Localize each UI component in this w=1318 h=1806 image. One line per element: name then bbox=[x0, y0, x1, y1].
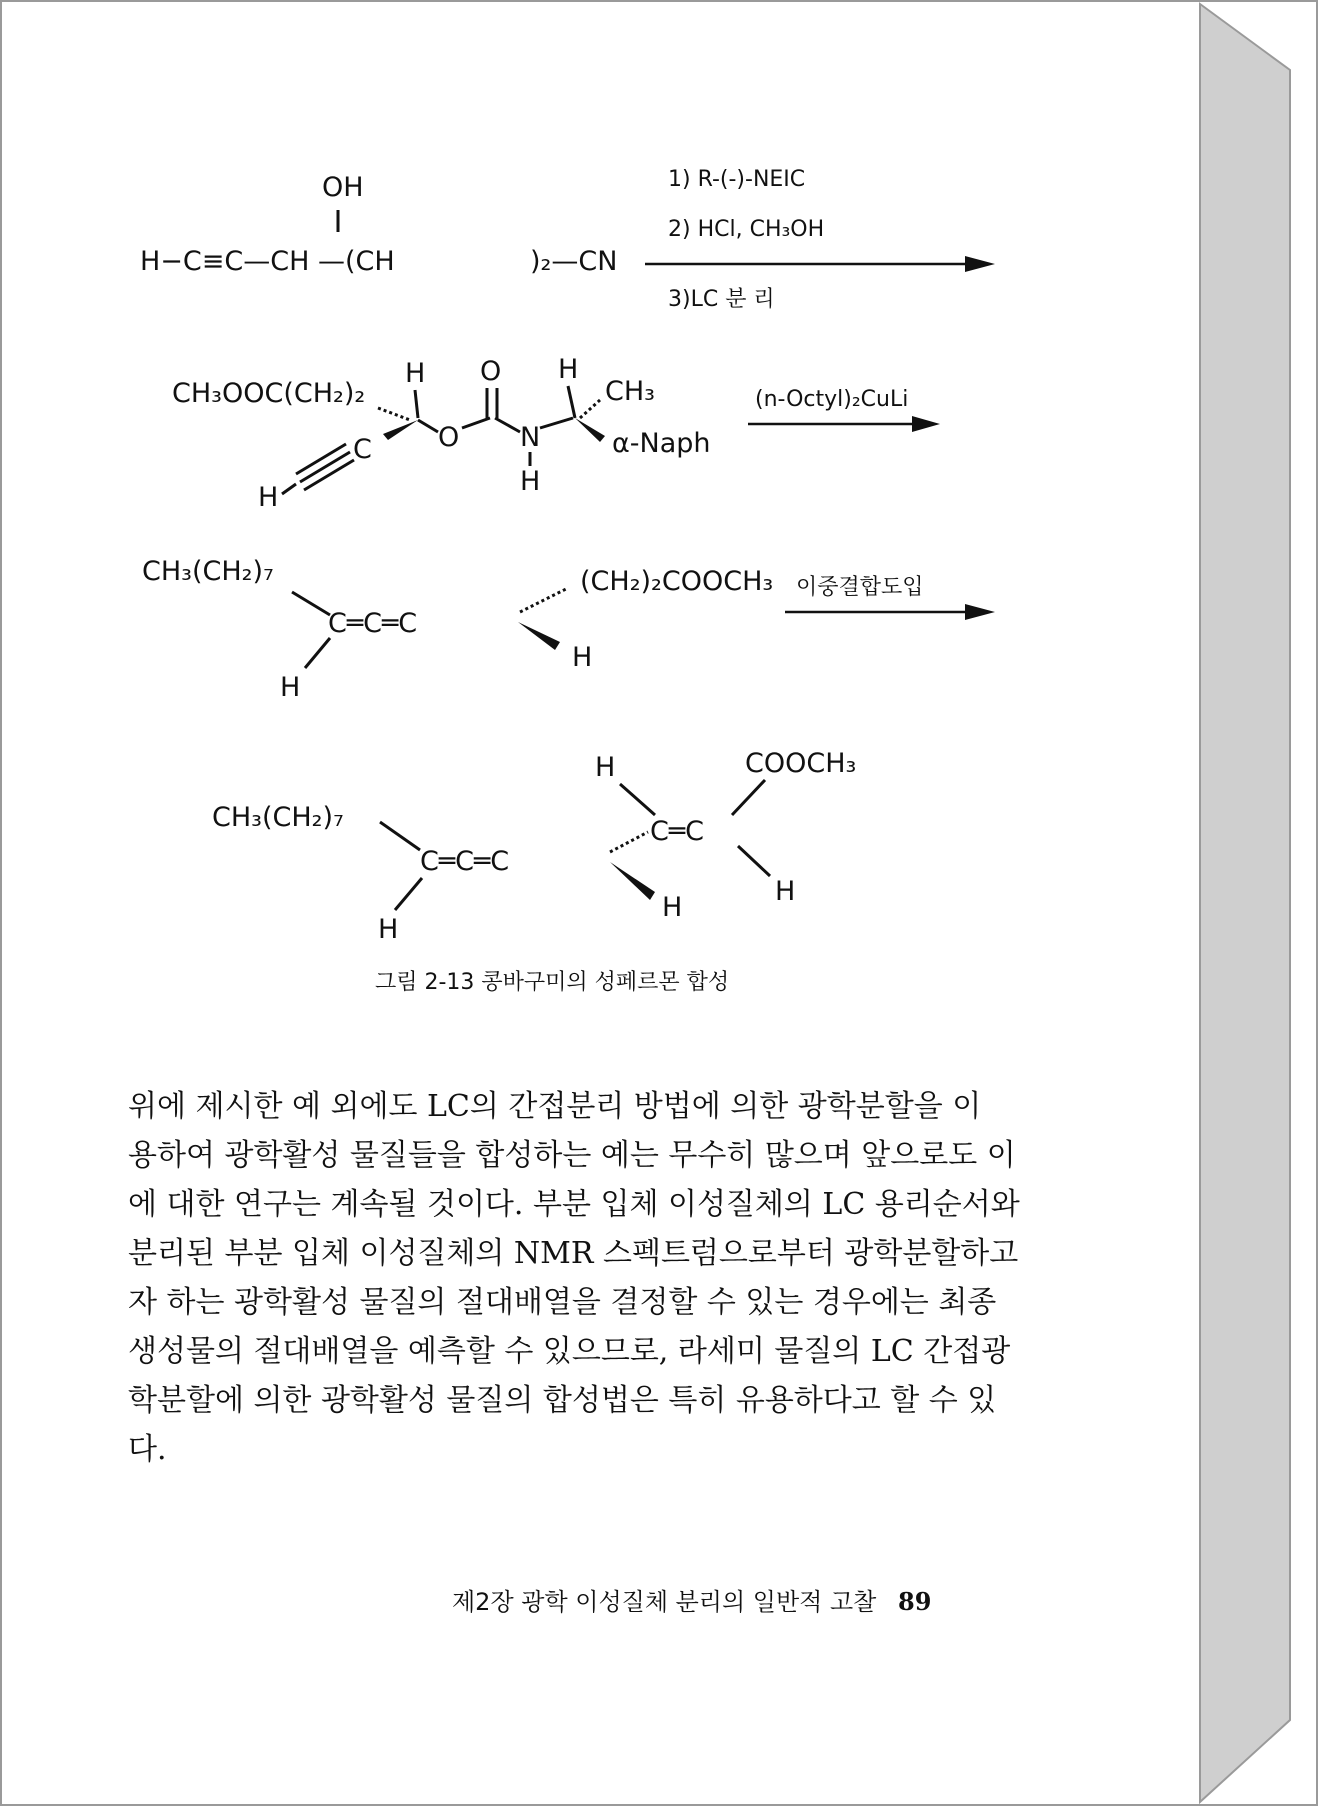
h-right-4: H bbox=[775, 876, 796, 907]
body-line: 생성물의 절대배열을 예측할 수 있으므로, 라세미 물질의 LC 간접광 bbox=[128, 1334, 1011, 1369]
body-paragraph bbox=[128, 1082, 1020, 1474]
h-left-3: H bbox=[280, 672, 301, 703]
allene-4: C═C═C bbox=[420, 846, 510, 877]
chapter-title: 제2장 광학 이성질체 분리의 일반적 고찰 bbox=[452, 1588, 877, 1616]
ch3-label: CH₃ bbox=[605, 376, 655, 407]
n-atom: N bbox=[520, 422, 541, 453]
o-ether: O bbox=[438, 422, 460, 453]
step1-right-formula: )₂—CN bbox=[530, 246, 618, 277]
body-line: 자 하는 광학활성 물질의 절대배열을 결정할 수 있는 경우에는 최종 bbox=[128, 1285, 997, 1320]
step1-left-formula: H−C≡C—CH —(CH bbox=[140, 246, 395, 277]
ester-3: (CH₂)₂COOCH₃ bbox=[580, 566, 774, 597]
oh-label: OH bbox=[322, 172, 364, 203]
body-line: 에 대한 연구는 계속될 것이다. 부분 입체 이성질체의 LC 용리순서와 bbox=[128, 1187, 1020, 1222]
step1-molecule bbox=[140, 167, 995, 312]
body-line: 학분할에 의한 광학활성 물질의 합성법은 특히 유용하다고 할 수 있 bbox=[128, 1383, 997, 1418]
octyl-chain-4: CH₃(CH₂)₇ bbox=[212, 802, 344, 833]
h-top-left: H bbox=[405, 358, 426, 389]
body-line: 위에 제시한 예 외에도 LC의 간접분리 방법에 의한 광학분할을 이 bbox=[128, 1089, 982, 1124]
h-left-4: H bbox=[378, 914, 399, 945]
body-line: 분리된 부분 입체 이성질체의 NMR 스펙트럼으로부터 광학분할하고 bbox=[128, 1236, 1019, 1271]
octyl-chain-3: CH₃(CH₂)₇ bbox=[142, 556, 274, 587]
body-line: 다. bbox=[128, 1432, 167, 1467]
o-carbonyl: O bbox=[480, 356, 502, 387]
step3-molecule bbox=[142, 556, 995, 703]
reagent-3: 3)LC 분 리 bbox=[668, 287, 775, 312]
alkene-4: C═C bbox=[650, 816, 704, 847]
cooch3-label: COOCH₃ bbox=[745, 748, 857, 779]
page-number: 89 bbox=[898, 1587, 932, 1616]
nh-h: H bbox=[520, 466, 541, 497]
reagent-2: 2) HCl, CH₃OH bbox=[668, 217, 825, 242]
h-right-3: H bbox=[572, 642, 593, 673]
reagent-cuprate: (n-Octyl)₂CuLi bbox=[755, 387, 909, 412]
step4-molecule bbox=[212, 748, 856, 945]
ester-chain: CH₃OOC(CH₂)₂ bbox=[172, 378, 366, 409]
naph-label: α-Naph bbox=[612, 428, 711, 459]
allene-3: C═C═C bbox=[328, 608, 418, 639]
figure-caption: 그림 2-13 콩바구미의 성페르몬 합성 bbox=[375, 970, 730, 995]
h-alkyne: H bbox=[258, 482, 279, 513]
h-top-4: H bbox=[595, 752, 616, 783]
h-top-right: H bbox=[558, 354, 579, 385]
h-bottom-4: H bbox=[662, 892, 683, 923]
step2-molecule bbox=[172, 354, 940, 513]
reagent-1: 1) R-(-)-NEIC bbox=[668, 167, 806, 192]
reagent-double-bond: 이중결합도입 bbox=[796, 575, 924, 600]
body-line: 용하여 광학활성 물질들을 합성하는 예는 무수히 많으며 앞으로도 이 bbox=[128, 1138, 1016, 1173]
page-footer bbox=[452, 1582, 931, 1617]
c-alkyne: C bbox=[353, 434, 372, 465]
